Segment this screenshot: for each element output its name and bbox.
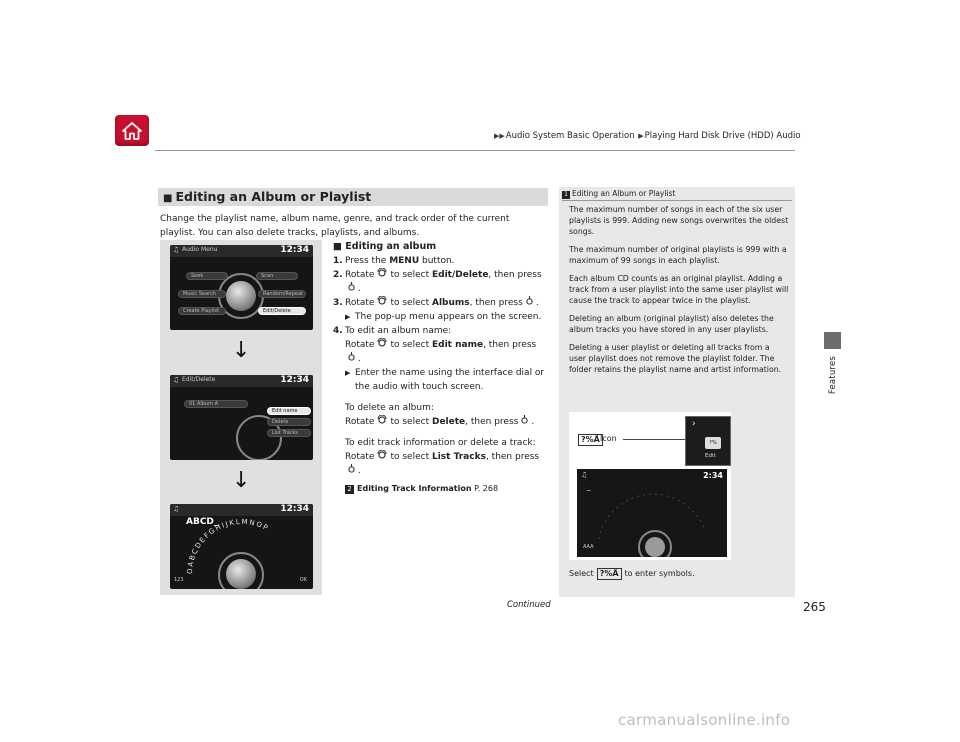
screen-clock: 2:34 — [703, 471, 723, 480]
music-note-icon: ♫ — [173, 376, 180, 384]
menu-item[interactable]: Create Playlist — [178, 307, 226, 315]
side-tab-label[interactable]: Features — [828, 356, 838, 395]
note-heading: 1 Editing an Album or Playlist — [562, 189, 675, 199]
popup-item-selected[interactable]: Edit name — [267, 407, 311, 415]
header-divider — [155, 150, 795, 151]
symbol-screen-image — [569, 412, 731, 560]
note-panel — [559, 187, 795, 597]
step-4: 4. To edit an album name: — [333, 326, 452, 336]
aaa-button[interactable]: AAA — [583, 544, 594, 550]
callout-line — [623, 439, 693, 440]
step-4-instruction: Rotate to select Edit name, then press . — [345, 340, 537, 364]
step-1: 1. Press the MENU button. — [333, 256, 455, 266]
step-2: 2. Rotate to select Edit/Delete, then press . — [333, 270, 542, 294]
note-body — [569, 204, 789, 382]
symbol-screen: ♫ 2:34 _ AAA — [577, 469, 727, 557]
cross-reference-link[interactable]: 2 Editing Track Information P. 268 — [333, 482, 548, 496]
steps-column — [333, 240, 548, 496]
music-note-icon: ♫ — [173, 246, 180, 254]
album-row[interactable]: 01 Album A — [184, 400, 248, 408]
edit-label[interactable]: Edit — [705, 453, 716, 459]
side-tab-marker[interactable] — [824, 332, 841, 349]
dial-knob-icon — [226, 281, 256, 311]
step-3: 3. Rotate to select Albums, then press . — [333, 298, 539, 308]
screen-name-entry — [170, 504, 313, 589]
symbol-inline-icon: ?%Å — [597, 568, 622, 580]
delete-album-line: To delete an album: — [345, 403, 434, 413]
symbol-callout-icon: ?%Å — [578, 434, 603, 446]
popup-item[interactable]: List Tracks — [267, 429, 311, 437]
breadcrumb — [493, 131, 801, 141]
menu-item[interactable]: Random/Repeat — [258, 290, 306, 298]
interface-dial-icon — [377, 338, 387, 348]
continued-label: Continued — [507, 600, 551, 610]
screen-clock: 12:34 — [280, 245, 309, 255]
step-4-note: ▶ Enter the name using the interface dial or the audio with touch screen. — [345, 368, 545, 392]
screen-title: Edit/Delete — [182, 376, 216, 383]
section-square-icon: ■ — [163, 193, 173, 204]
section-heading — [158, 188, 548, 206]
screenshot-strip — [160, 240, 322, 595]
press-dial-icon — [525, 296, 534, 306]
note-paragraph: Deleting a user playlist or deleting all tracks from a user playlist does not remove the playlist folder. The folder retains the playlist name and artist information. — [569, 343, 782, 374]
breadcrumb-arrow-icon: ▶▶ — [494, 132, 505, 140]
menu-item[interactable]: Music Search — [178, 290, 226, 298]
symbol-arc — [577, 469, 727, 557]
letter-arc — [170, 504, 313, 589]
interface-dial-icon — [377, 450, 387, 460]
edit-track-instruction: Rotate to select List Tracks, then press . — [345, 452, 540, 476]
interface-dial-icon — [377, 268, 387, 278]
note-paragraph: Each album CD counts as an original playlist. Adding a track from a user playlist into the same user playlist will cause the track to appear twice in the playlist. — [569, 274, 789, 305]
watermark-text: carmanualsonline.info — [618, 711, 791, 729]
delete-album-instruction: Rotate to select Delete, then press . — [345, 417, 535, 427]
breadcrumb-arrow-icon: ▶ — [638, 132, 644, 140]
callout-label: Icon — [600, 434, 617, 443]
music-note-icon: ♫ — [581, 471, 588, 479]
numbers-button[interactable]: 123 — [174, 577, 184, 583]
page-number: 265 — [803, 600, 826, 614]
press-dial-icon — [347, 352, 356, 362]
note-paragraph: The maximum number of songs in each of the six user playlists is 999. Adding new songs overwrites the oldest songs. — [569, 205, 789, 236]
screen-title: Audio Menu — [182, 246, 218, 253]
breadcrumb-item-audio-system[interactable]: Audio System Basic Operation — [505, 131, 635, 141]
edit-track-line: To edit track information or delete a track: — [345, 438, 536, 448]
press-dial-icon — [347, 464, 356, 474]
letter-arc-text[interactable]: OABCDEFGHIJKLMNOP — [185, 517, 271, 575]
menu-button-label: MENU — [389, 256, 420, 266]
menu-item[interactable]: Seek — [186, 272, 228, 280]
menu-item-selected[interactable]: Edit/Delete — [258, 307, 306, 315]
name-entry-text: ABCD_ — [186, 517, 219, 527]
svg-text:OABCDEFGHIJKLMNOP — [186, 518, 270, 574]
result-arrow-icon: ▶ — [345, 369, 351, 377]
popup-item[interactable]: Delete — [267, 418, 311, 426]
home-icon — [121, 121, 143, 141]
note-paragraph: The maximum number of original playlists is 999 with a maximum of 99 songs in each playlist. — [569, 245, 787, 265]
note-divider — [562, 200, 792, 201]
step-3-note: ▶ The pop-up menu appears on the screen. — [345, 312, 542, 322]
press-dial-icon — [520, 415, 529, 425]
screen-audio-menu — [170, 245, 313, 330]
press-dial-icon — [347, 282, 356, 292]
note-marker-icon: 1 — [562, 191, 570, 199]
home-button[interactable] — [115, 115, 149, 146]
down-arrow-icon: ↓ — [232, 468, 251, 493]
ok-button[interactable]: OK — [299, 577, 307, 583]
section-title: Editing an Album or Playlist — [175, 189, 372, 204]
screen-clock: 12:34 — [280, 375, 309, 385]
result-arrow-icon: ▶ — [345, 313, 351, 321]
symbol-key-icon[interactable]: ?% — [705, 437, 721, 449]
cross-reference-icon: 2 — [345, 485, 354, 494]
note-footer: Select ?%Å to enter symbols. — [569, 569, 695, 578]
screen-clock: 12:34 — [280, 504, 309, 514]
interface-dial-icon — [377, 296, 387, 306]
note-paragraph: Deleting an album (original playlist) also deletes the album tracks you have stored in any user playlists. — [569, 314, 774, 334]
music-note-icon: ♫ — [173, 505, 180, 513]
subsection-heading: ■ Editing an album — [333, 241, 437, 252]
interface-dial-icon — [377, 415, 387, 425]
intro-paragraph: Change the playlist name, album name, genre, and track order of the current playlist. You can also delete tracks, playlists, and albums. — [160, 214, 510, 238]
down-arrow-icon: ↓ — [232, 338, 251, 363]
breadcrumb-item-hdd-audio[interactable]: Playing Hard Disk Drive (HDD) Audio — [644, 131, 801, 141]
screen-edit-delete — [170, 375, 313, 460]
menu-item[interactable]: Scan — [256, 272, 298, 280]
zoom-callout: › ?% Edit — [685, 416, 731, 466]
